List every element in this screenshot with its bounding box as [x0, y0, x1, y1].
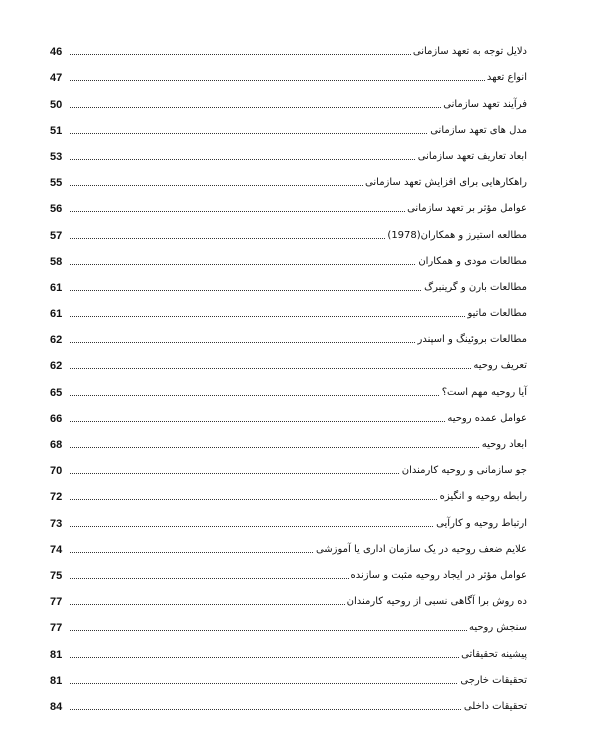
toc-entry-title: مطالعات مودی و همکاران [418, 255, 527, 267]
toc-entry[interactable] [50, 638, 527, 664]
toc-entry-title: راهکارهایی برای افزایش تعهد سازمانی [365, 177, 527, 189]
toc-entry-page-number: 56 [50, 203, 63, 216]
toc-entry-page-number: 74 [50, 543, 63, 556]
dot-leader [70, 316, 497, 317]
toc-entry-page-number: 65 [50, 386, 63, 399]
toc-entry-page-number: 55 [50, 177, 63, 190]
toc-entry[interactable] [50, 115, 527, 141]
toc-entry-title: فرآیند تعهد سازمانی [443, 98, 527, 110]
toc-entry[interactable] [50, 324, 527, 350]
toc-entry-title: جو سازمانی و روحیه کارمندان [401, 465, 527, 477]
dot-leader [70, 683, 497, 684]
toc-entry-page-number: 61 [50, 281, 63, 294]
toc-entry[interactable] [50, 193, 527, 219]
toc-entry-page-number: 81 [50, 674, 63, 687]
toc-entry-page-number: 62 [50, 334, 63, 347]
toc-entry-page-number: 58 [50, 255, 63, 268]
toc-entry-title: مطالعات بروئینگ و اسپندر [417, 334, 527, 346]
toc-entry-page-number: 66 [50, 412, 63, 425]
toc-entry[interactable] [50, 298, 527, 324]
dot-leader [70, 499, 497, 500]
toc-entry-title: مدل های تعهد سازمانی [430, 124, 527, 136]
toc-entry-page-number: 51 [50, 124, 63, 137]
toc-entry-page-number: 57 [50, 229, 63, 242]
toc-entry-page-number: 72 [50, 491, 63, 504]
toc-entry-title: تعریف روحیه [473, 360, 527, 372]
toc-entry[interactable] [50, 691, 527, 717]
toc-entry-title: آیا روحیه مهم است؟ [441, 386, 527, 398]
toc-entry[interactable] [50, 350, 527, 376]
dot-leader [70, 368, 497, 369]
dot-leader [70, 395, 497, 396]
toc-entry-title: عوامل مؤثر بر تعهد سازمانی [407, 203, 527, 215]
toc-entry[interactable] [50, 88, 527, 114]
toc-entry[interactable] [50, 665, 527, 691]
dot-leader [70, 630, 497, 631]
toc-entry[interactable] [50, 403, 527, 429]
toc-entry[interactable] [50, 560, 527, 586]
toc-entry-title: ارتباط روحیه و کارآیی [436, 517, 527, 529]
toc-entry-title: تحقیقات خارجی [460, 674, 527, 686]
toc-entry[interactable] [50, 167, 527, 193]
toc-entry[interactable] [50, 612, 527, 638]
toc-entry-title: رابطه روحیه و انگیزه [439, 491, 527, 503]
toc-entry[interactable] [50, 272, 527, 298]
toc-entry-title: تحقیقات داخلی [463, 700, 527, 712]
dot-leader [70, 709, 497, 710]
toc-entry-page-number: 77 [50, 622, 63, 635]
toc-entry[interactable] [50, 141, 527, 167]
toc-entry[interactable] [50, 481, 527, 507]
toc-entry[interactable] [50, 429, 527, 455]
toc-entry-title: دلایل توجه به تعهد سازمانی [412, 46, 527, 58]
toc-entry[interactable] [50, 455, 527, 481]
table-of-contents [50, 36, 527, 717]
toc-entry-title: ابعاد روحیه [481, 439, 527, 450]
toc-entry-page-number: 70 [50, 465, 63, 478]
toc-entry-page-number: 53 [50, 150, 63, 163]
toc-entry[interactable] [50, 246, 527, 272]
toc-entry-title: علایم ضعف روحیه در یک سازمان اداری یا آموزشی [315, 543, 527, 555]
toc-entry-page-number: 46 [50, 46, 63, 59]
dot-leader [70, 421, 497, 422]
toc-entry-title: ده روش برا آگاهی نسبی از روحیه کارمندان [346, 596, 527, 608]
toc-entry-title: مطالعه استیرز و همکاران(1978) [387, 229, 527, 241]
toc-entry-title: انواع تعهد [486, 72, 527, 84]
dot-leader [70, 657, 497, 658]
toc-entry[interactable] [50, 507, 527, 533]
toc-entry-title: عوامل عمده روحیه [447, 412, 527, 424]
toc-entry-title: ابعاد تعاریف تعهد سازمانی [417, 150, 527, 162]
toc-entry[interactable] [50, 586, 527, 612]
dot-leader [70, 526, 497, 527]
toc-entry-page-number: 81 [50, 648, 63, 661]
toc-entry-title: مطالعات ماتیو [467, 308, 527, 320]
toc-entry[interactable] [50, 62, 527, 88]
dot-leader [70, 447, 497, 448]
toc-entry-page-number: 84 [50, 700, 63, 713]
toc-entry-page-number: 75 [50, 569, 63, 582]
toc-entry-title: مطالعات بارن و گرینبرگ [424, 281, 527, 293]
toc-entry-page-number: 73 [50, 517, 63, 530]
toc-entry-page-number: 68 [50, 439, 63, 451]
dot-leader [70, 107, 497, 108]
toc-entry-title: پیشینه تحقیقاتی [461, 648, 527, 660]
toc-entry[interactable] [50, 219, 527, 245]
toc-entry-page-number: 61 [50, 308, 63, 321]
toc-entry-page-number: 50 [50, 98, 63, 111]
toc-entry-page-number: 77 [50, 596, 63, 609]
toc-entry[interactable] [50, 376, 527, 402]
toc-entry-page-number: 47 [50, 72, 63, 85]
dot-leader [70, 80, 497, 81]
toc-entry-page-number: 62 [50, 360, 63, 373]
toc-entry[interactable] [50, 36, 527, 62]
toc-entry[interactable] [50, 534, 527, 560]
toc-entry-title: عوامل مؤثر در ایجاد روحیه مثبت و سازنده [350, 569, 527, 581]
toc-entry-title: سنجش روحیه [469, 622, 527, 634]
